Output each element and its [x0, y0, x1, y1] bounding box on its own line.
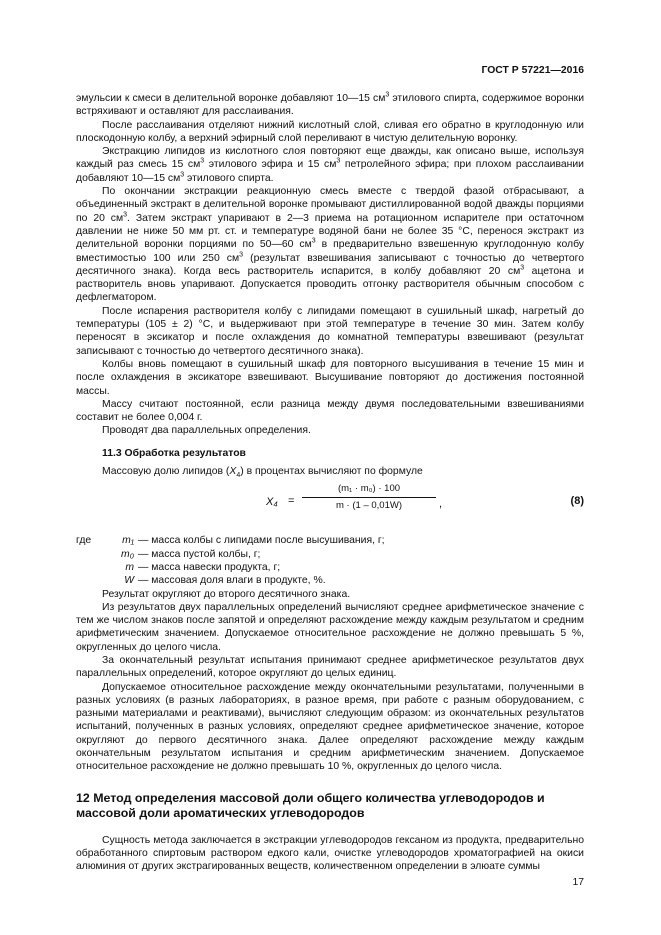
definition-prefix — [76, 548, 102, 561]
top-paragraphs — [76, 92, 584, 438]
definition-prefix — [76, 574, 102, 587]
mid-paragraphs — [76, 588, 584, 774]
formula-denominator: m · (1 – 0,01W) — [336, 500, 402, 512]
formula-numerator: (m₁ · m₀) · 100 — [337, 483, 401, 495]
paragraph: По окончании экстракции реакционную смесь вместе с твердой фазой отбрасывают, а объединенный экстракт в делительной воронке промывают дистиллированной водой дважды порциями по 20 $см^3$. Затем экстракт упаривают в 2—3 приема на ротационном испарителе при остаточном давлении не ниже 50 мм рт. ст. и температуре водяной бани не более 35 °С, перенося экстракт из делительной воронки порциями по 50—60 $см^3$ в предварительно взвешенную круглодонную колбу вместимостью 100 или 250 $см^3$ (результат взвешивания записывают с точностью до четвертого десятичного знака). Когда весь растворитель испарится, в колбу добавляют 20 $см^3$ ацетона и растворитель вновь упаривают. Допускается проводить отгонку растворителя обычным способом с дефлегматором. — [76, 186, 585, 304]
bottom-paragraphs — [76, 834, 584, 874]
definition-prefix: где — [76, 535, 92, 547]
formula-lhs: X₄ — [266, 496, 278, 509]
paragraph: После расслаивания отделяют нижний кислотный слой, сливая его обратно в круглодонную или плоскодонную колбу, а верхний эфирный слой переливают в чистую делительную воронку. — [76, 119, 584, 144]
paragraph: После испарения растворителя колбу с липидами помещают в сушильный шкаф, нагретый до температуры (105 ± 2) °С, и выдерживают при этой температуре в течение 30 мин. Затем колбу переносят в эксикатор и после охлаждения до комнатной температуры взвешивают (результат записывают с точностью до четвертого десятичного знака). — [76, 305, 584, 357]
paragraph: эмульсии к смеси в делительной воронке добавляют 10—15 $см^3$ этилового спирта, содержимое воронки встряхивают и оставляют для расслаивания. — [76, 91, 584, 118]
definition-symbol: m₁ — [122, 535, 134, 547]
definition-prefix — [76, 561, 102, 574]
paragraph: Из результатов двух параллельных определений вычисляют среднее арифметическое значение с тем же числом знаков после запятой и определяют расхождение между каждым результатом и средним арифметическим значением. Допускаемое относительное расхождение не должно превышать 5 %, округленных до целого числа. — [76, 601, 584, 653]
page-number: 17 — [572, 877, 584, 888]
paragraph: Сущность метода заключается в экстракции углеводородов гексаном из продукта, предварительно обработанного спиртовым раствором едкого кали, очистке углеводородов хроматографией на окиси алюминия от других экстрагированных веществ, количественном определении в элюате суммы — [76, 834, 584, 873]
paragraph: Экстракцию липидов из кислотного слоя повторяют еще дважды, как описано выше, используя каждый раз смесь 15 $см^3$ этилового эфира и 15 $см^3$ петролейного эфира; при плохом расслаивании добавляют 10—15 $см^3$ этилового спирта. — [76, 146, 584, 184]
definition-symbol: W — [124, 575, 134, 587]
definition-text: — масса колбы с липидами после высушивания, г; — [138, 535, 385, 547]
page-content — [76, 92, 584, 874]
definition-symbol: m₀ — [120, 548, 134, 560]
section-12-heading: 12 Метод определения массовой доли общего количества углеводородов и массовой доли ароматических углеводородов — [76, 790, 545, 821]
definition-row — [76, 561, 584, 574]
definition-row — [76, 574, 584, 587]
formula-number: (8) — [570, 495, 584, 508]
definitions-list — [76, 534, 584, 587]
definition-text: — массовая доля влаги в продукте, %. — [138, 575, 326, 587]
formula-intro: Массовую долю липидов $(X_4)$ в процентах вычисляют по формуле — [102, 466, 423, 480]
standard-header: ГОСТ Р 57221—2016 — [481, 65, 584, 76]
formula-comma: , — [439, 498, 443, 511]
fraction-bar — [302, 497, 436, 498]
paragraph: Массу считают постоянной, если разница между двумя последовательными взвешиваниями составит не более 0,004 г. — [76, 398, 584, 424]
definition-text: — масса пустой колбы, г; — [138, 548, 261, 560]
formula-fraction — [298, 482, 443, 513]
definition-text: — масса навески продукта, г; — [138, 561, 281, 573]
paragraph: Проводят два параллельных определения. — [102, 425, 311, 437]
formula-equals: = — [288, 495, 295, 508]
formula-block — [76, 482, 584, 526]
paragraph: Результат округляют до второго десятичного знака. — [102, 588, 351, 600]
paragraph: Допускаемое относительное расхождение между окончательными результатами, полученными в разных условиях (в разных лабораториях, в разное время, при работе с разным оборудованием, с разными материалами и реактивами), вычисляют следующим образом: из окончательных результатов испытаний, полученных в разных условиях, определяют среднее арифметическое значение, которое округляют до первого десятичного знака. Далее определяют расхождение между каждым окончательным результатом испытания и средним арифметическим значением. Допускаемое относительное расхождение не должно превышать 10 %, округленных до целого числа. — [76, 681, 584, 773]
paragraph: За окончательный результат испытания принимают среднее арифметическое результатов двух параллельных определений, которое округляют до целых единиц. — [76, 654, 584, 680]
definition-row — [76, 548, 584, 561]
subsection-title: 11.3 Обработка результатов — [102, 447, 246, 459]
definition-symbol: m — [125, 561, 134, 573]
definition-row — [76, 534, 584, 547]
paragraph: Колбы вновь помещают в сушильный шкаф для повторного высушивания в течение 15 мин и после охлаждения в эксикаторе взвешивают. Высушивание повторяют до достижения постоянной массы. — [76, 358, 584, 397]
